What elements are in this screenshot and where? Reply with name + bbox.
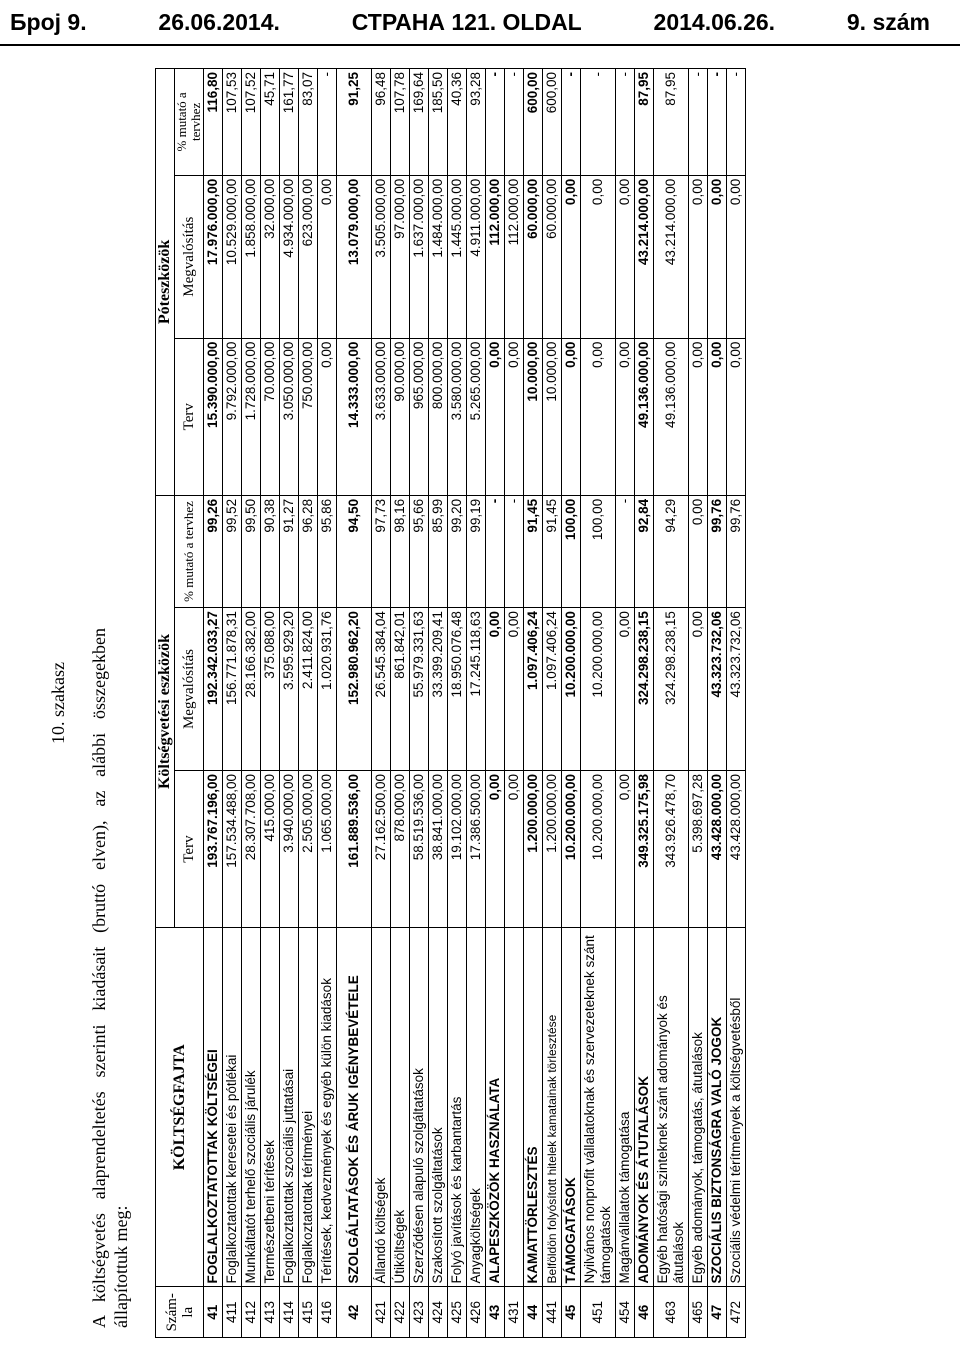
cell-p2: - [727, 69, 746, 176]
table-row [616, 69, 635, 1338]
cell-code: 463 [654, 1287, 689, 1338]
cell-p2: 40,36 [448, 69, 467, 176]
cell-p1: 92,84 [635, 495, 654, 607]
cell-t2: 15.390.000,00 [204, 338, 223, 495]
cell-p2: 93,28 [467, 69, 486, 176]
cell-t2: 10.000,00 [524, 338, 543, 495]
table-row [524, 69, 543, 1338]
cell-m1: 26.545.384,04 [372, 608, 391, 771]
cell-name: Szerződésen alapuló szolgáltatások [410, 928, 429, 1287]
cell-m1: 2.411.824,00 [299, 608, 318, 771]
cell-code: 47 [708, 1287, 727, 1338]
table-row [635, 69, 654, 1338]
cell-p2: - [581, 69, 616, 176]
table-row [654, 69, 689, 1338]
cell-m2: 97.000,00 [391, 175, 410, 338]
cell-code: 431 [505, 1287, 524, 1338]
cell-t1: 2.505.000,00 [299, 770, 318, 927]
rotated-page-content [0, 58, 960, 1348]
cell-code: 45 [562, 1287, 581, 1338]
cell-code: 451 [581, 1287, 616, 1338]
cell-t2: 49.136.000,00 [635, 338, 654, 495]
cell-code: 411 [223, 1287, 242, 1338]
page-header [0, 0, 960, 44]
cell-m2: 0,00 [581, 175, 616, 338]
cell-t1: 193.767.196,00 [204, 770, 223, 927]
cell-m2: 1.637.000,00 [410, 175, 429, 338]
cell-m1: 33.399.209,41 [429, 608, 448, 771]
cell-m2: 4.934.000,00 [280, 175, 299, 338]
cell-name: ADOMÁNYOK ÉS ÁTUTALÁSOK [635, 928, 654, 1287]
intro-paragraph: A költségvetés alaprendeltetés szerinti kiadásait (bruttó elven), az alábbi összegekben állapítottuk meg: [89, 628, 131, 1328]
cell-t2: 49.136.000,00 [654, 338, 689, 495]
cell-p2: 107,78 [391, 69, 410, 176]
cell-m1: 375.088,00 [261, 608, 280, 771]
table-row [581, 69, 616, 1338]
cell-p1: 91,45 [524, 495, 543, 607]
table-row [448, 69, 467, 1338]
cell-code: 421 [372, 1287, 391, 1338]
table-row [486, 69, 505, 1338]
cell-m2: 17.976.000,00 [204, 175, 223, 338]
cell-m1: 861.842,01 [391, 608, 410, 771]
cell-t1: 38.841.000,00 [429, 770, 448, 927]
table-row [689, 69, 708, 1338]
cell-p1: 95,86 [318, 495, 337, 607]
cell-m2: 10.529.000,00 [223, 175, 242, 338]
header-budget-funds: Költségvetési eszközök [156, 495, 175, 927]
cell-p2: 600,00 [543, 69, 562, 176]
cell-name: Természetbeni térítések [261, 928, 280, 1287]
table-row [223, 69, 242, 1338]
issue-number-cyrillic: Број 9. [10, 8, 87, 35]
cell-p1: 91,27 [280, 495, 299, 607]
cell-p1: 99,50 [242, 495, 261, 607]
table-row [708, 69, 727, 1338]
cell-t2: 90.000,00 [391, 338, 410, 495]
cell-t1: 43.428.000,00 [708, 770, 727, 927]
header-divider [0, 44, 960, 46]
cell-m1: 18.950.076,48 [448, 608, 467, 771]
cell-m2: 0,00 [616, 175, 635, 338]
cell-t2: 800.000,00 [429, 338, 448, 495]
cell-name: Belföldön folyósított hitelek kamatainak törlesztése [543, 928, 562, 1287]
cell-t2: 10.000,00 [543, 338, 562, 495]
cell-p2: 91,25 [337, 69, 372, 176]
cell-p2: - [486, 69, 505, 176]
cell-t2: 3.633.000,00 [372, 338, 391, 495]
cell-t2: 0,00 [486, 338, 505, 495]
cell-t2: 0,00 [727, 338, 746, 495]
cell-t2: 3.050.000,00 [280, 338, 299, 495]
cell-name: Egyéb hatósági szinteknek szánt adományok és átutalások [654, 928, 689, 1287]
cell-name: Foglalkoztatottak szociális juttatásai [280, 928, 299, 1287]
cell-m1: 43.323.732,06 [708, 608, 727, 771]
cell-t1: 27.162.500,00 [372, 770, 391, 927]
cell-p2: 600,00 [524, 69, 543, 176]
cell-m1: 324.298.238,15 [654, 608, 689, 771]
cell-m2: 3.505.000,00 [372, 175, 391, 338]
cell-p2: 45,71 [261, 69, 280, 176]
cell-t2: 9.792.000,00 [223, 338, 242, 495]
header-percent-2: % mutató a tervhez [175, 69, 204, 176]
cell-code: 44 [524, 1287, 543, 1338]
cell-t2: 3.580.000,00 [448, 338, 467, 495]
cell-m2: 0,00 [689, 175, 708, 338]
cell-t1: 349.325.175,98 [635, 770, 654, 927]
cell-code: 416 [318, 1287, 337, 1338]
table-body [204, 69, 746, 1338]
cell-code: 42 [337, 1287, 372, 1338]
cell-code: 41 [204, 1287, 223, 1338]
cell-name: FOGLALKOZTATOTTAK KÖLTSÉGEI [204, 928, 223, 1287]
cell-m2: 1.484.000,00 [429, 175, 448, 338]
cell-m1: 156.771.878,31 [223, 608, 242, 771]
cell-p2: - [689, 69, 708, 176]
cell-p1: 98,16 [391, 495, 410, 607]
cell-t2: 0,00 [616, 338, 635, 495]
cell-p1: - [486, 495, 505, 607]
table-row [429, 69, 448, 1338]
cell-t1: 19.102.000,00 [448, 770, 467, 927]
cell-p1: 0,00 [689, 495, 708, 607]
cell-m2: 13.079.000,00 [337, 175, 372, 338]
cell-p2: 107,52 [242, 69, 261, 176]
cell-t2: 0,00 [505, 338, 524, 495]
cell-t1: 878.000,00 [391, 770, 410, 927]
cell-m1: 0,00 [486, 608, 505, 771]
cell-p1: - [616, 495, 635, 607]
header-plan: Terv [175, 770, 204, 927]
cell-m2: 1.858.000,00 [242, 175, 261, 338]
cell-p2: - [505, 69, 524, 176]
cell-p2: 107,53 [223, 69, 242, 176]
cell-m2: 0,00 [318, 175, 337, 338]
cell-t2: 0,00 [318, 338, 337, 495]
cell-p2: - [562, 69, 581, 176]
cell-p1: 99,76 [708, 495, 727, 607]
cell-p1: 95,66 [410, 495, 429, 607]
cell-name: Szakosított szolgáltatások [429, 928, 448, 1287]
cell-name: KAMATTÖRLESZTÉS [524, 928, 543, 1287]
cell-t1: 43.428.000,00 [727, 770, 746, 927]
cell-name: Munkáltatót terhelő szociális járulék [242, 928, 261, 1287]
cell-p1: 100,00 [562, 495, 581, 607]
cell-p2: - [616, 69, 635, 176]
cell-t1: 10.200.000,00 [581, 770, 616, 927]
table-row [242, 69, 261, 1338]
cell-t1: 28.307.708,00 [242, 770, 261, 927]
cell-name: Foglalkoztatottak térítményei [299, 928, 318, 1287]
cell-code: 422 [391, 1287, 410, 1338]
cell-t1: 161.889.536,00 [337, 770, 372, 927]
cell-code: 426 [467, 1287, 486, 1338]
cell-p2: 87,95 [654, 69, 689, 176]
table-row [727, 69, 746, 1338]
cell-t1: 157.534.488,00 [223, 770, 242, 927]
cell-p2: 161,77 [280, 69, 299, 176]
cell-m1: 3.595.929,20 [280, 608, 299, 771]
cell-m1: 10.200.000,00 [581, 608, 616, 771]
cell-t1: 58.519.536,00 [410, 770, 429, 927]
cell-m2: 43.214.000,00 [654, 175, 689, 338]
expenditure-table [155, 68, 746, 1338]
cell-code: 43 [486, 1287, 505, 1338]
cell-name: ALAPESZKÖZÖK HASZNÁLATA [486, 928, 505, 1287]
page-number: СТРАНА 121. OLDAL [351, 8, 582, 35]
cell-m2: 43.214.000,00 [635, 175, 654, 338]
cell-t2: 14.333.000,00 [337, 338, 372, 495]
cell-p2: 169,64 [410, 69, 429, 176]
header-actual: Megvalósítás [175, 608, 204, 771]
cell-m1: 152.980.962,20 [337, 608, 372, 771]
cell-p1: - [505, 495, 524, 607]
cell-m1: 28.166.382,00 [242, 608, 261, 771]
cell-m1: 1.097.406,24 [524, 608, 543, 771]
cell-m2: 112.000,00 [505, 175, 524, 338]
cell-code: 441 [543, 1287, 562, 1338]
cell-name: Nyilvános nonprofit vállalatoknak és szervezeteknek szánt támogatások [581, 928, 616, 1287]
cell-name: Anyagköltségek [467, 928, 486, 1287]
cell-m2: 0,00 [708, 175, 727, 338]
cell-p1: 99,19 [467, 495, 486, 607]
cell-p1: 100,00 [581, 495, 616, 607]
header-supplementary-funds: Póteszközök [156, 69, 175, 496]
cell-p1: 97,73 [372, 495, 391, 607]
cell-m2: 623.000,00 [299, 175, 318, 338]
cell-m1: 1.097.406,24 [543, 608, 562, 771]
table-row [467, 69, 486, 1338]
cell-code: 415 [299, 1287, 318, 1338]
cell-t2: 750.000,00 [299, 338, 318, 495]
cell-m2: 0,00 [562, 175, 581, 338]
issue-number-hungarian: 9. szám [846, 8, 930, 35]
date-right: 2014.06.26. [653, 8, 776, 35]
cell-code: 412 [242, 1287, 261, 1338]
cell-p1: 94,50 [337, 495, 372, 607]
cell-name [505, 928, 524, 1287]
cell-t1: 5.398.697,28 [689, 770, 708, 927]
cell-m1: 17.245.118,63 [467, 608, 486, 771]
cell-m1: 0,00 [616, 608, 635, 771]
cell-p2: 87,95 [635, 69, 654, 176]
header-actual-2: Megvalósítás [175, 175, 204, 338]
cell-m2: 0,00 [727, 175, 746, 338]
cell-p2: 96,48 [372, 69, 391, 176]
cell-p2: 185,50 [429, 69, 448, 176]
table-row [299, 69, 318, 1338]
cell-m2: 32.000,00 [261, 175, 280, 338]
cell-t1: 415.000,00 [261, 770, 280, 927]
table-row [372, 69, 391, 1338]
cell-m1: 324.298.238,15 [635, 608, 654, 771]
cell-code: 425 [448, 1287, 467, 1338]
section-title: 10. szakasz [48, 662, 68, 744]
cell-m1: 10.200.000,00 [562, 608, 581, 771]
cell-m1: 43.323.732,06 [727, 608, 746, 771]
cell-m2: 60.000,00 [524, 175, 543, 338]
cell-t2: 0,00 [562, 338, 581, 495]
header-expense-type: KÖLTSÉGFAJTA [156, 928, 204, 1287]
cell-code: 414 [280, 1287, 299, 1338]
header-percent: % mutató a tervhez [175, 495, 204, 607]
cell-t1: 0,00 [486, 770, 505, 927]
cell-p2: - [708, 69, 727, 176]
cell-name: Térítések, kedvezmények és egyéb külön kiadások [318, 928, 337, 1287]
table-row [204, 69, 223, 1338]
cell-p2: - [318, 69, 337, 176]
cell-p1: 91,45 [543, 495, 562, 607]
cell-t2: 0,00 [581, 338, 616, 495]
cell-p1: 96,28 [299, 495, 318, 607]
cell-m2: 60.000,00 [543, 175, 562, 338]
table-row [505, 69, 524, 1338]
cell-code: 465 [689, 1287, 708, 1338]
cell-p1: 99,26 [204, 495, 223, 607]
cell-name: Szociális védelmi térítmények a költségvetésből [727, 928, 746, 1287]
cell-code: 46 [635, 1287, 654, 1338]
cell-t2: 965.000,00 [410, 338, 429, 495]
table-row [280, 69, 299, 1338]
cell-t2: 0,00 [708, 338, 727, 495]
cell-code: 424 [429, 1287, 448, 1338]
cell-name: Állandó költségek [372, 928, 391, 1287]
cell-name: Foglalkoztatottak keresetei és pótlékai [223, 928, 242, 1287]
cell-code: 423 [410, 1287, 429, 1338]
cell-t2: 1.728.000,00 [242, 338, 261, 495]
cell-p1: 99,76 [727, 495, 746, 607]
cell-code: 454 [616, 1287, 635, 1338]
cell-t2: 70.000,00 [261, 338, 280, 495]
header-account-code: Szám-la [156, 1287, 204, 1338]
table-row [562, 69, 581, 1338]
cell-m2: 4.911.000,00 [467, 175, 486, 338]
cell-p1: 99,52 [223, 495, 242, 607]
cell-t1: 1.200.000,00 [524, 770, 543, 927]
cell-name: Egyéb adományok, támogatás, átutalások [689, 928, 708, 1287]
cell-p1: 94,29 [654, 495, 689, 607]
cell-p2: 83,07 [299, 69, 318, 176]
cell-t1: 10.200.000,00 [562, 770, 581, 927]
cell-name: Útiköltségek [391, 928, 410, 1287]
table-row [318, 69, 337, 1338]
table-row [337, 69, 372, 1338]
cell-m1: 0,00 [689, 608, 708, 771]
cell-m1: 192.342.033,27 [204, 608, 223, 771]
cell-name: SZOLGÁLTATÁSOK ÉS ÁRUK IGÉNYBEVÉTELE [337, 928, 372, 1287]
cell-t1: 343.926.478,70 [654, 770, 689, 927]
cell-t1: 1.200.000,00 [543, 770, 562, 927]
cell-name: SZOCIÁLIS BIZTONSÁGRA VALÓ JOGOK [708, 928, 727, 1287]
table-row [391, 69, 410, 1338]
header-plan-2: Terv [175, 338, 204, 495]
cell-t1: 0,00 [505, 770, 524, 927]
cell-t2: 5.265.000,00 [467, 338, 486, 495]
cell-t1: 1.065.000,00 [318, 770, 337, 927]
cell-m1: 55.979.331,63 [410, 608, 429, 771]
date-left: 26.06.2014. [158, 8, 280, 35]
table-row [543, 69, 562, 1338]
cell-name: TÁMOGATÁSOK [562, 928, 581, 1287]
table-row [261, 69, 280, 1338]
cell-p1: 90,38 [261, 495, 280, 607]
cell-m2: 1.445.000,00 [448, 175, 467, 338]
cell-t2: 0,00 [689, 338, 708, 495]
cell-m1: 1.020.931,76 [318, 608, 337, 771]
cell-m1: 0,00 [505, 608, 524, 771]
cell-p2: 116,80 [204, 69, 223, 176]
cell-code: 413 [261, 1287, 280, 1338]
cell-p1: 85,99 [429, 495, 448, 607]
cell-m2: 112.000,00 [486, 175, 505, 338]
cell-t1: 0,00 [616, 770, 635, 927]
cell-name: Magánvállalatok támogatása [616, 928, 635, 1287]
cell-t1: 3.940.000,00 [280, 770, 299, 927]
cell-p1: 99,20 [448, 495, 467, 607]
cell-code: 472 [727, 1287, 746, 1338]
cell-t1: 17.386.500,00 [467, 770, 486, 927]
cell-name: Folyó javítások és karbantartás [448, 928, 467, 1287]
table-row [410, 69, 429, 1338]
